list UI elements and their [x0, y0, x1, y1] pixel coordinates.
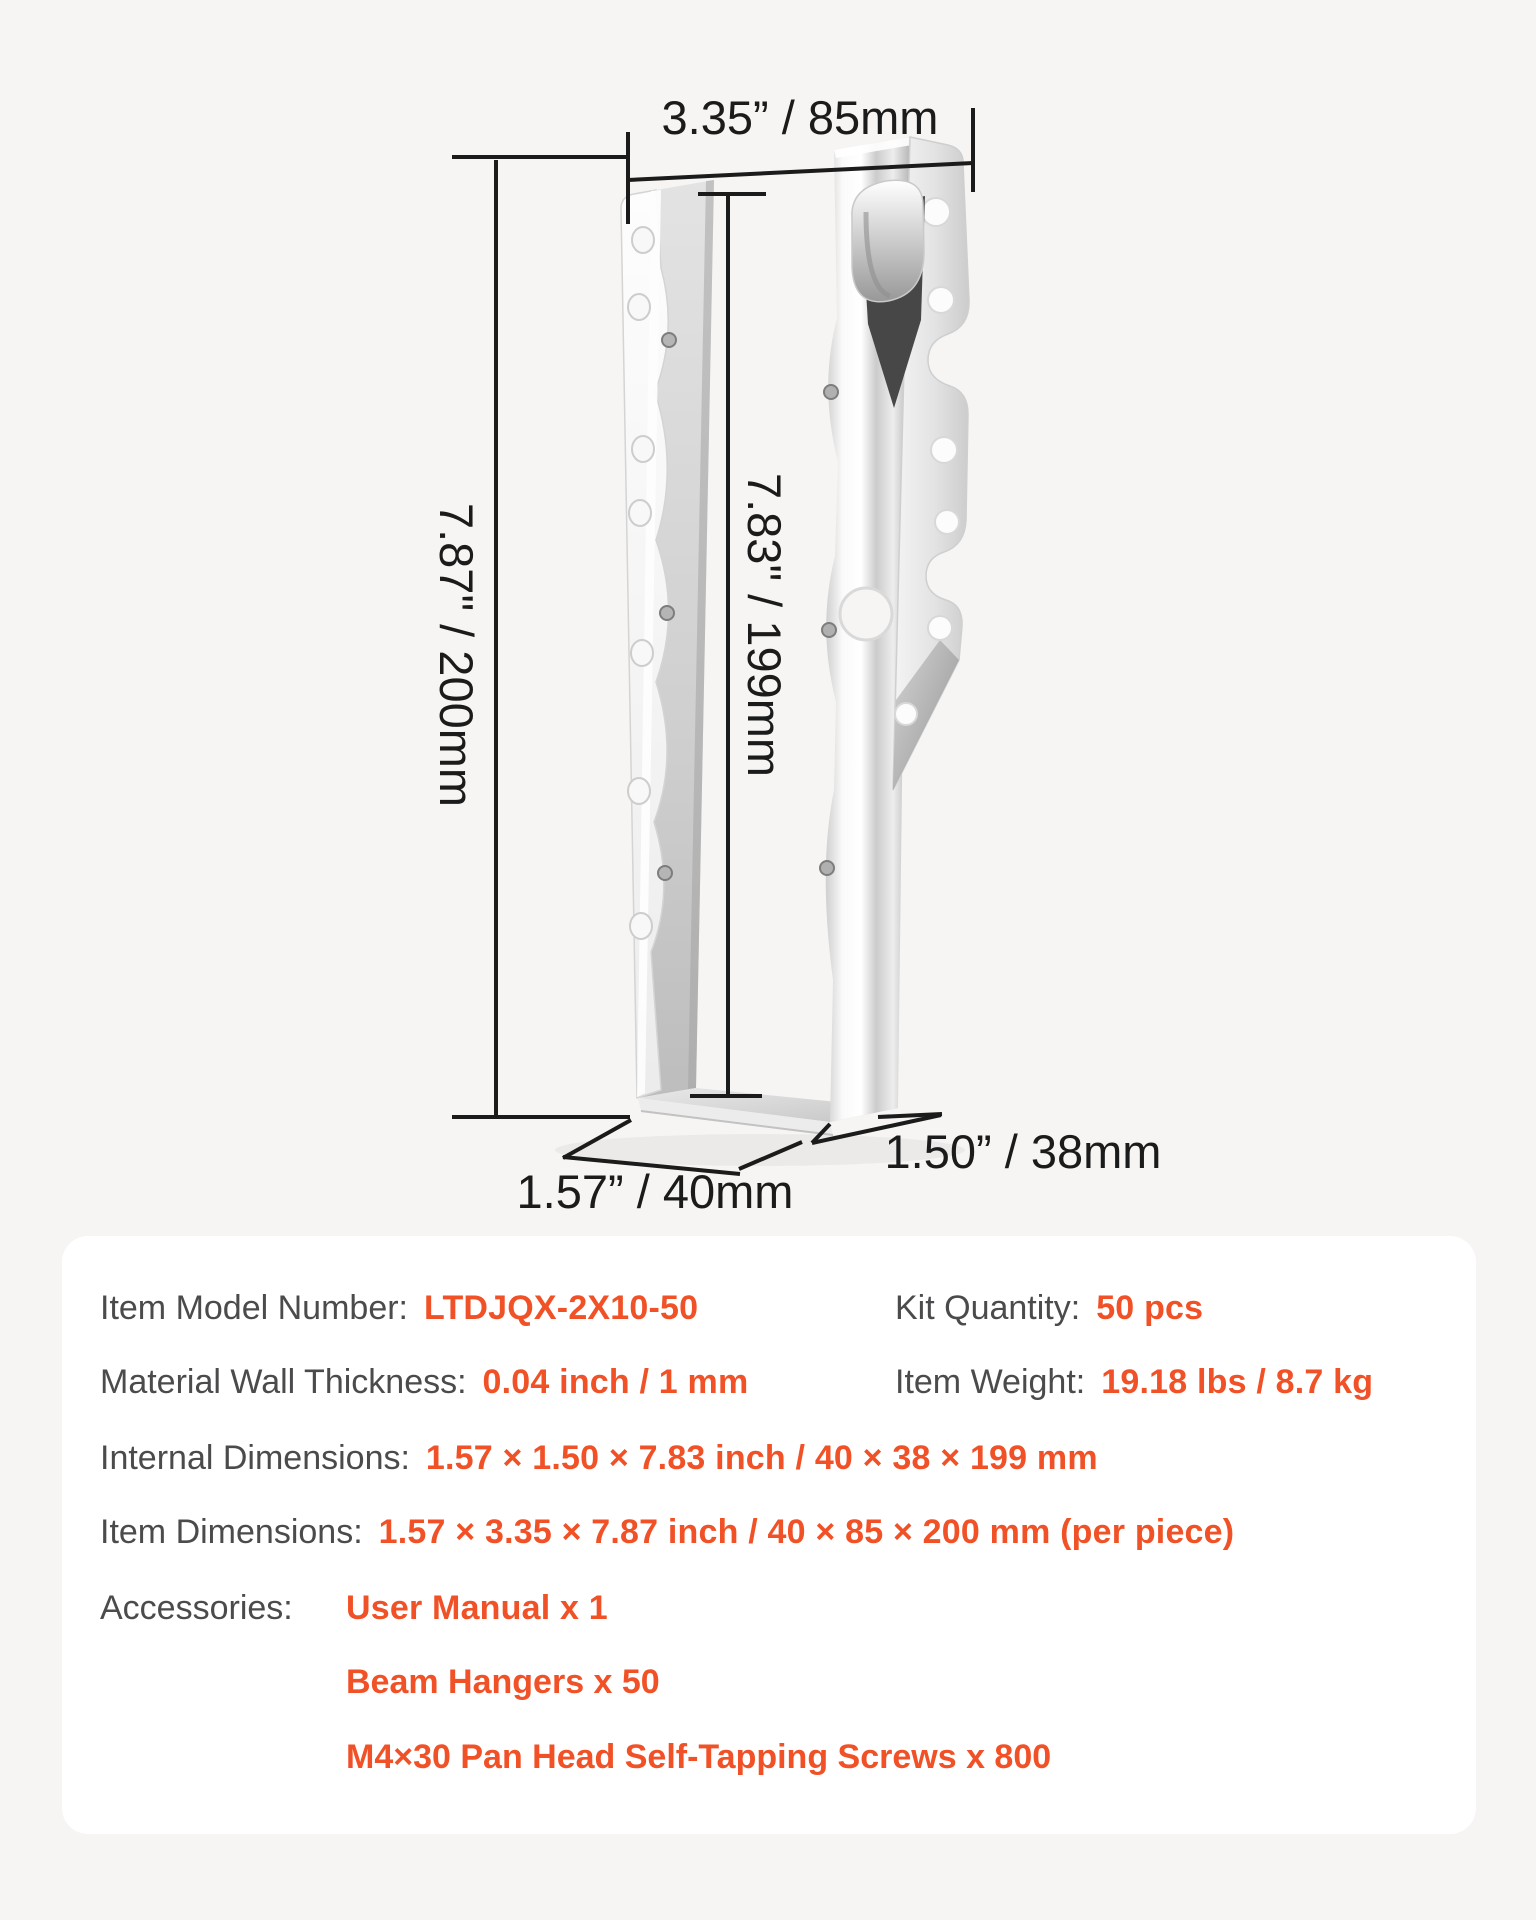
accessories-value-2: Beam Hangers x 50	[346, 1663, 660, 1701]
model-number-value: LTDJQX-2X10-50	[424, 1289, 699, 1327]
right-center-large-hole	[840, 588, 892, 640]
dim-label-left-height: 7.87" / 200mm	[430, 502, 483, 808]
spec-row-item-dimensions	[100, 1508, 1234, 1556]
accessories-label: Accessories:	[100, 1589, 293, 1627]
speed-prong-tab	[852, 180, 924, 302]
model-number-label: Item Model Number:	[100, 1289, 408, 1327]
item-dimensions-label: Item Dimensions:	[100, 1513, 363, 1551]
kit-quantity-label: Kit Quantity:	[895, 1289, 1081, 1327]
internal-dimensions-value: 1.57 × 1.50 × 7.83 inch / 40 × 38 × 199 mm	[425, 1439, 1098, 1477]
wall-thickness-value: 0.04 inch / 1 mm	[482, 1363, 749, 1401]
accessories-value-3: M4×30 Pan Head Self-Tapping Screws x 800	[346, 1738, 1052, 1776]
dim-label-bottom-width: 1.50” / 38mm	[884, 1125, 1162, 1178]
wall-thickness-label: Material Wall Thickness:	[100, 1363, 467, 1401]
spec-row-accessories	[100, 1584, 608, 1632]
spec-card	[62, 1236, 1476, 1834]
accessories-value-1: User Manual x 1	[346, 1589, 608, 1627]
item-dimensions-value: 1.57 × 3.35 × 7.87 inch / 40 × 85 × 200 mm (per piece)	[378, 1513, 1235, 1551]
spec-row-internal-dimensions	[100, 1434, 1098, 1482]
dim-label-inner-height: 7.83" / 199mm	[738, 472, 791, 778]
spec-pair-kit-quantity	[895, 1284, 1203, 1332]
dim-label-bottom-depth: 1.57” / 40mm	[516, 1165, 794, 1218]
dim-label-top-width: 3.35” / 85mm	[661, 91, 939, 144]
spec-row-thickness	[100, 1358, 1374, 1406]
kit-quantity-value: 50 pcs	[1096, 1289, 1204, 1327]
internal-dimensions-label: Internal Dimensions:	[100, 1439, 410, 1477]
spec-row-model	[100, 1284, 1204, 1332]
item-weight-value: 19.18 lbs / 8.7 kg	[1101, 1363, 1374, 1401]
spec-pair-item-weight	[895, 1358, 1373, 1406]
item-weight-label: Item Weight:	[895, 1363, 1086, 1401]
